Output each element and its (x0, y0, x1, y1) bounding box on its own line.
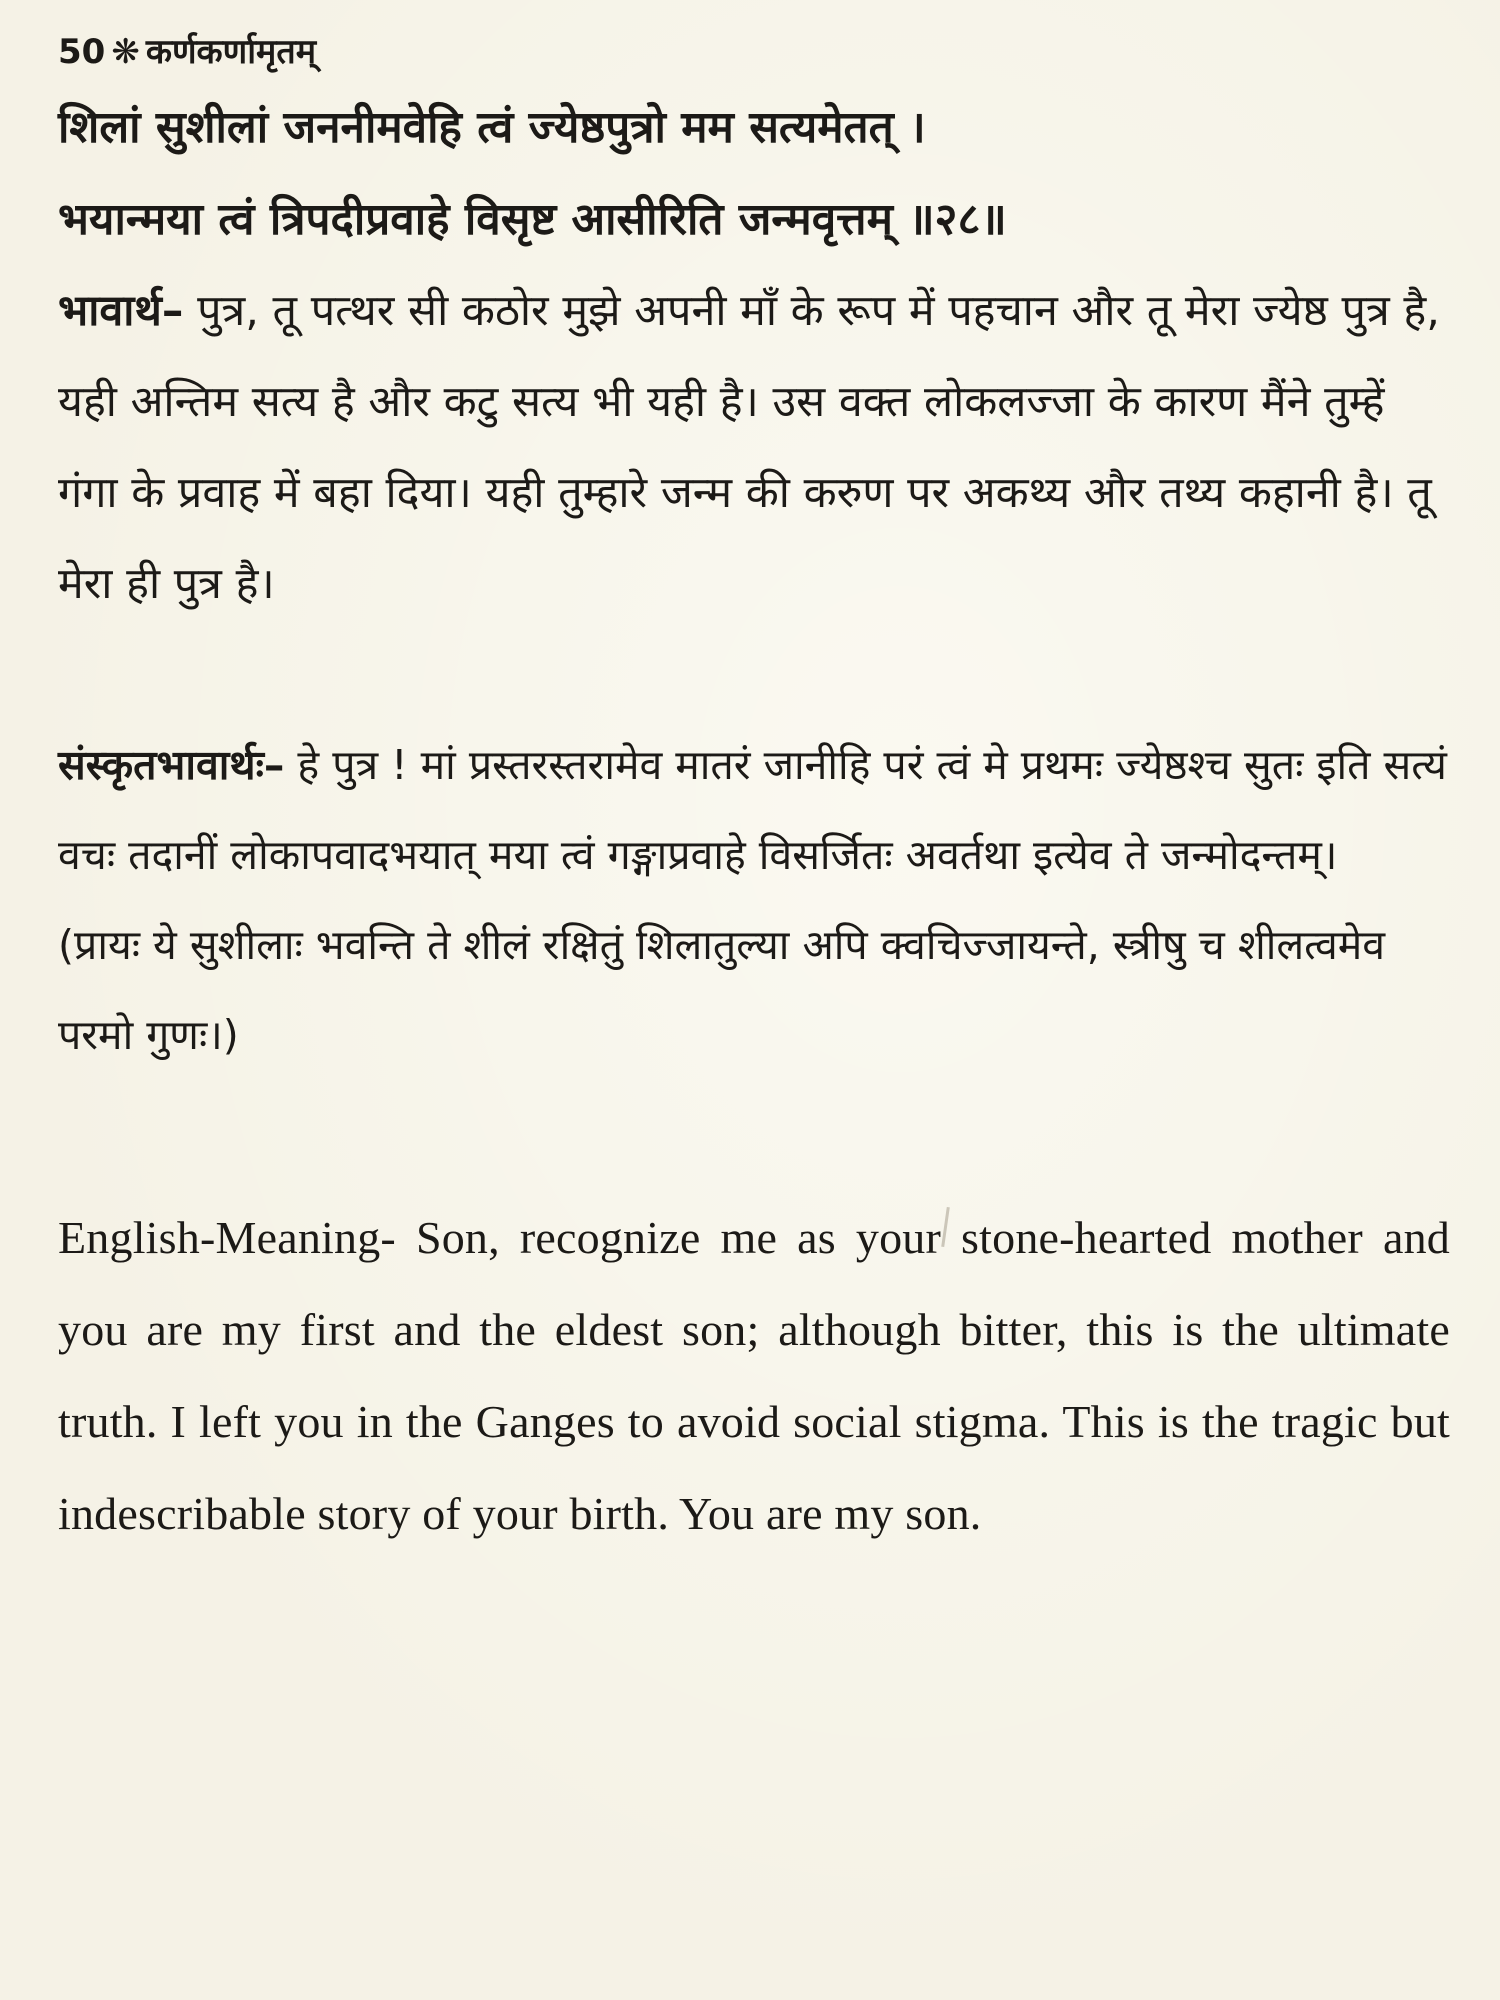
page-number: 50 (58, 32, 106, 72)
english-meaning: English-Meaning- Son, recognize me as your stone-hearted mother and you are my first and the eldest son; although bitter, this is the ultimate truth. I left you in the Ganges to avoid social stigma. This is the tragic but indescribable story of your birth. You are my son. (58, 1212, 1450, 1539)
hindi-meaning-label: भावार्थ– (58, 286, 184, 336)
ornament-icon: ❋ (111, 32, 140, 72)
sanskrit-verse (58, 82, 1450, 266)
sanskrit-meaning (58, 720, 1450, 900)
verse-line-2: भयान्मया त्वं त्रिपदीप्रवाहे विसृष्ट आसीरिति जन्मवृत्तम् ॥२८॥ (58, 194, 1007, 245)
running-header (58, 22, 1450, 82)
book-title: कर्णकर्णामृतम् (145, 32, 317, 72)
sanskrit-note: (प्रायः ये सुशीलाः भवन्ति ते शीलं रक्षितुं शिलातुल्या अपि क्वचिज्जायन्ते, स्त्रीषु च शीलत्वमेव परमो गुणः।) (58, 921, 1386, 1059)
sanskrit-meaning-label: संस्कृतभावार्थः– (58, 741, 285, 789)
hindi-meaning (58, 266, 1450, 630)
sanskrit-meaning-text: हे पुत्र ! मां प्रस्तरस्तरामेव मातरं जानीहि परं त्वं मे प्रथमः ज्येष्ठश्च सुतः इति सत्यं वचः तदानीं लोकापवादभयात् मया त्वं गङ्गाप्रवाहे विसर्जितः अवर्तथा इत्येव ते जन्मोदन्तम्। (58, 741, 1447, 879)
verse-line-1: शिलां सुशीलां जननीमवेहि त्वं ज्येष्ठपुत्रो मम सत्यमेतत् । (58, 102, 926, 153)
hindi-meaning-text: पुत्र, तू पत्थर सी कठोर मुझे अपनी माँ के रूप में पहचान और तू मेरा ज्येष्ठ पुत्र है, यही अन्तिम सत्य है और कटु सत्य भी यही है। उस वक्त लोकलज्जा के कारण मैंने तुम्हें गंगा के प्रवाह में बहा दिया। यही तुम्हारे जन्म की करुण पर अकथ्य और तथ्य कहानी है। तू मेरा ही पुत्र है। (58, 286, 1440, 609)
page-content (58, 22, 1450, 1560)
